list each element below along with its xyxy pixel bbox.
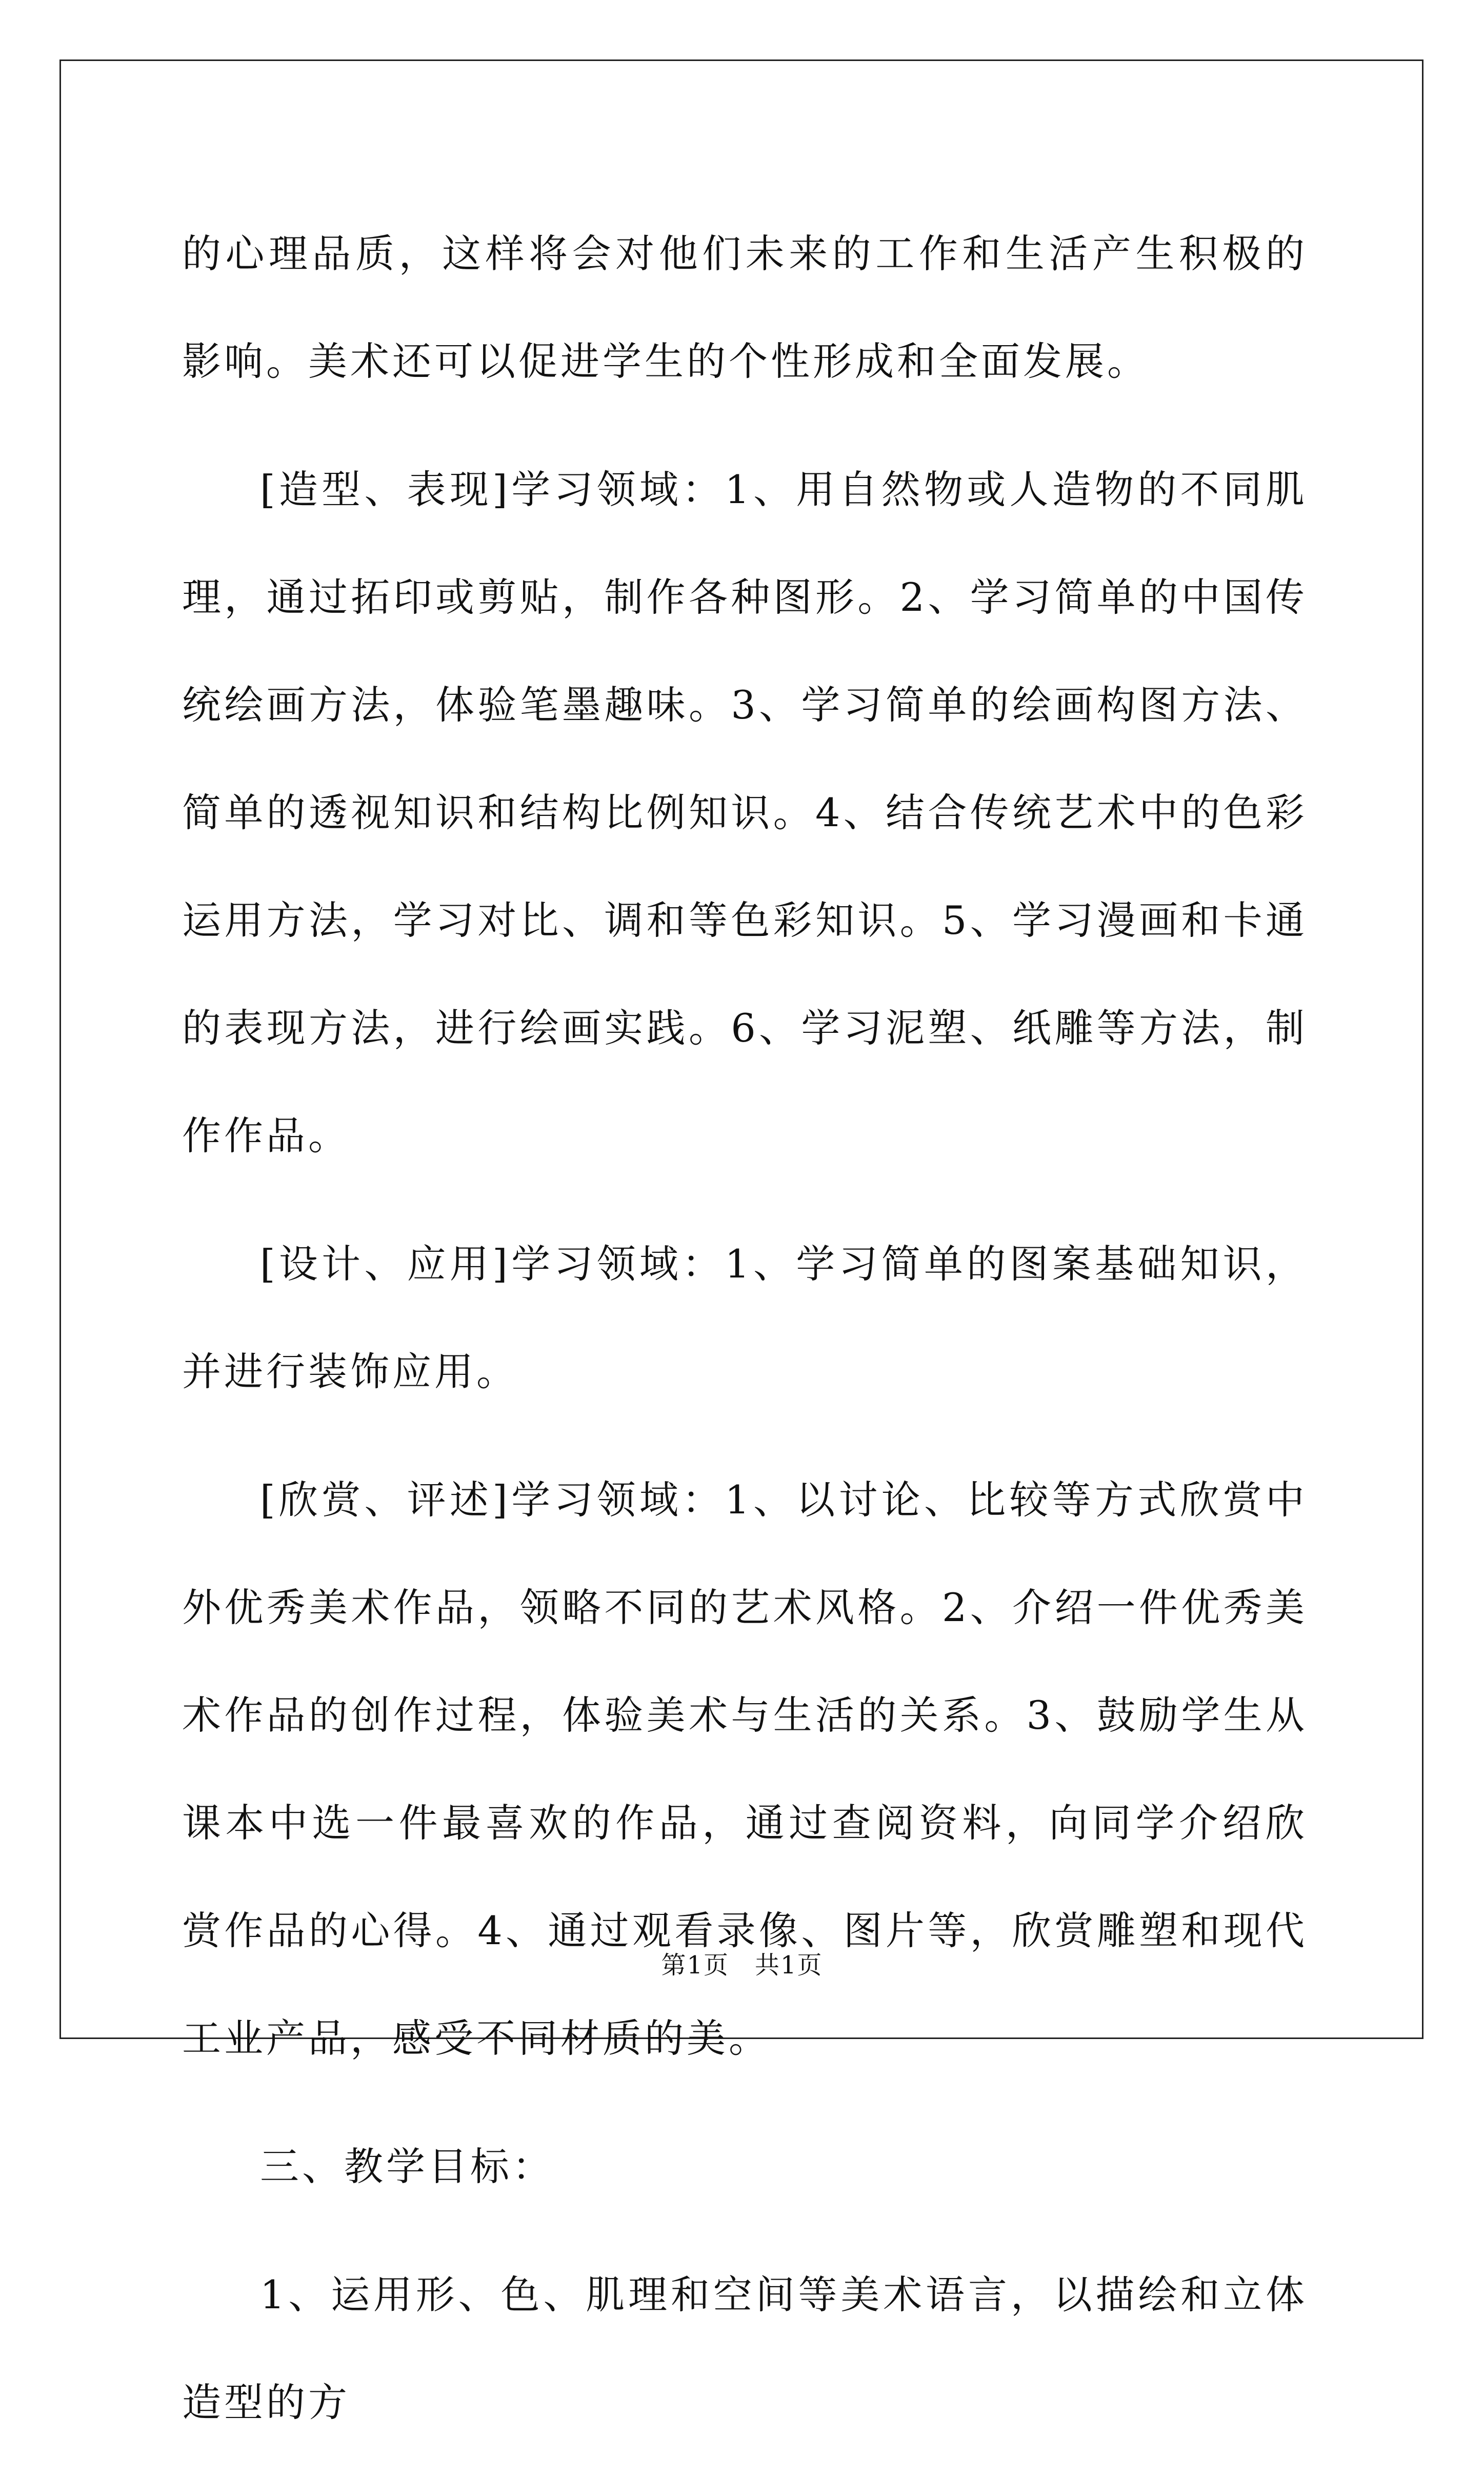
- paragraph-goal-1: 1、运用形、色、肌理和空间等美术语言，以描绘和立体造型的方: [182, 2272, 1308, 2425]
- section-heading-teaching-goals: 三、教学目标：: [260, 2144, 554, 2189]
- document-body: [182, 200, 1308, 2477]
- paragraph-appreciation-review: [欣赏、评述]学习领域：1、以讨论、比较等方式欣赏中外优秀美术作品，领略不同的艺术风格。2、介绍一件优秀美术作品的创作过程，体验美术与生活的关系。3、鼓励学生从课本中选一件最喜欢的作品，通过查阅资料，向同学介绍欣赏作品的心得。4、通过观看录像、图片等，欣赏雕塑和现代工业产品，感受不同材质的美。: [182, 1477, 1308, 2061]
- paragraph-continuation: 的心理品质，这样将会对他们未来的工作和生活产生积极的影响。美术还可以促进学生的个性形成和全面发展。: [182, 231, 1308, 384]
- paragraph-modeling-expression: [造型、表现]学习领域：1、用自然物或人造物的不同肌理，通过拓印或剪贴，制作各种图形。2、学习简单的中国传统绘画方法，体验笔墨趣味。3、学习简单的绘画构图方法、简单的透视知识和结构比例知识。4、结合传统艺术中的色彩运用方法，学习对比、调和等色彩知识。5、学习漫画和卡通的表现方法，进行绘画实践。6、学习泥塑、纸雕等方法，制作作品。: [182, 467, 1308, 1158]
- page-number-footer: 第1页 共1页: [661, 1951, 823, 1980]
- paragraph-design-application: [设计、应用]学习领域：1、学习简单的图案基础知识，并进行装饰应用。: [182, 1241, 1308, 1394]
